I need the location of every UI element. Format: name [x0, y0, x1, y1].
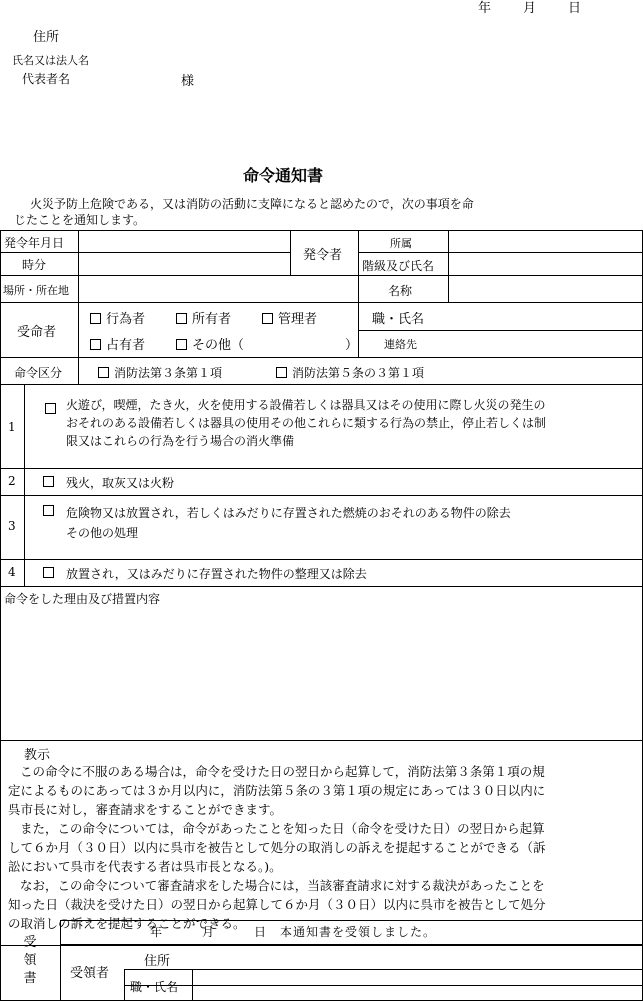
option-occupant[interactable]: 占有者: [90, 334, 145, 353]
location-label: 場所・所在地: [3, 284, 69, 297]
receipt-address-field[interactable]: [196, 948, 636, 966]
checkbox-manager[interactable]: [262, 313, 273, 324]
representative-label: 代表者名: [22, 72, 71, 86]
place-name-label: 名称: [388, 284, 413, 298]
item-text-1: 火遊び，喫煙，たき火，火を使用する設備若しくは器具又はその使用に際し火災の発生の おそれのある設備若しくは器具の使用その他これらに類する行為の禁止，停止若しくは制 限又はこれらの行為を行う場合の消火準備: [66, 398, 547, 448]
receipt-label: 受 領 書: [23, 935, 37, 986]
reason-label: 命令をした理由及び措置内容: [4, 592, 161, 606]
receipt-date-line: 年 月 日 本通知書を受領しました。: [150, 925, 437, 939]
checkbox-item-2[interactable]: [43, 476, 54, 487]
instruction-paragraph-3: なお，この命令について審査請求をした場合には，当該審査請求に対する裁決があったことを 知った日（裁決を受けた日）の翌日から起算して６か月（３０日）以内に呉市を被告として処分 の取消しの訴えを提起することができる。: [8, 878, 546, 931]
option-manager[interactable]: 管理者: [262, 308, 317, 327]
receipt-job-name-label: 職・氏名: [130, 980, 179, 994]
checkbox-item-1[interactable]: [45, 403, 56, 414]
checkbox-actor[interactable]: [90, 313, 101, 324]
item-text-4: 放置され，又はみだりに存置された物件の整理又は除去: [66, 567, 367, 581]
checkbox-item-3[interactable]: [43, 505, 54, 516]
contact-label: 連絡先: [384, 338, 417, 351]
recipient-label: 受命者: [17, 325, 57, 340]
item-text-3: 危険物又は放置され，若しくはみだりに存置された燃焼のおそれのある物件の除去 その他の処理: [66, 506, 511, 540]
item-number-2: 2: [8, 474, 16, 488]
checkbox-other[interactable]: [176, 339, 187, 350]
category-option-1[interactable]: 消防法第３条第１項: [98, 364, 222, 381]
item-number-4: 4: [8, 565, 16, 579]
address-label: 住所: [33, 30, 60, 45]
option-owner[interactable]: 所有者: [176, 308, 231, 327]
category-option-2[interactable]: 消防法第５条の３第１項: [276, 364, 424, 381]
option-actor[interactable]: 行為者: [90, 308, 145, 327]
instruction-heading: 教示: [24, 748, 51, 763]
item-number-1: 1: [8, 420, 16, 434]
receipt-address-label: 住所: [144, 954, 171, 969]
job-name-label: 職・氏名: [372, 312, 425, 327]
option-other[interactable]: その他（: [176, 334, 244, 353]
checkbox-category-2[interactable]: [276, 367, 287, 378]
item-number-3: 3: [8, 519, 16, 533]
checkbox-item-4[interactable]: [43, 567, 54, 578]
reason-field[interactable]: [4, 608, 638, 736]
header-date: 年 月 日: [478, 1, 584, 16]
rank-name-label: 階級及び氏名: [362, 259, 435, 273]
checkbox-owner[interactable]: [176, 313, 187, 324]
checkbox-category-1[interactable]: [98, 367, 109, 378]
time-label: 時分: [22, 258, 47, 272]
page-title: 命令通知書: [243, 166, 324, 185]
receipt-job-name-field[interactable]: [196, 974, 636, 996]
instruction-paragraph-1: この命令に不服のある場合は，命令を受けた日の翌日から起算して，消防法第３条第１項の規 定によるものにあっては３か月以内に，消防法第５条の３第１項の規定にあっては３０日以内に 呉市長に対し，審査請求をすることができます。: [8, 764, 546, 817]
category-label: 命令区分: [14, 366, 63, 380]
affiliation-label: 所属: [390, 237, 412, 250]
checkbox-occupant[interactable]: [90, 339, 101, 350]
name-label: 氏名又は法人名: [12, 54, 89, 67]
intro-line-1: 火災予防上危険である，又は消防の活動に支障になると認めたので，次の事項を命: [30, 197, 474, 211]
item-text-2: 残火，取灰又は火粉: [66, 476, 175, 490]
instruction-paragraph-2: また，この命令については，命令があったことを知った日（命令を受けた日）の翌日から起算 して６か月（３０日）以内に呉市を被告として処分の取消しの訴えを提起することができる（訴 訟において呉市を代表する者は呉市長となる。)。: [8, 821, 546, 874]
receiver-label: 受領者: [70, 966, 110, 981]
order-date-label: 発令年月日: [4, 236, 65, 250]
option-other-close: ）: [345, 338, 359, 353]
intro-line-2: じたことを通知します。: [14, 213, 146, 227]
issuer-label: 発令者: [303, 248, 343, 263]
honorific: 様: [181, 74, 195, 89]
